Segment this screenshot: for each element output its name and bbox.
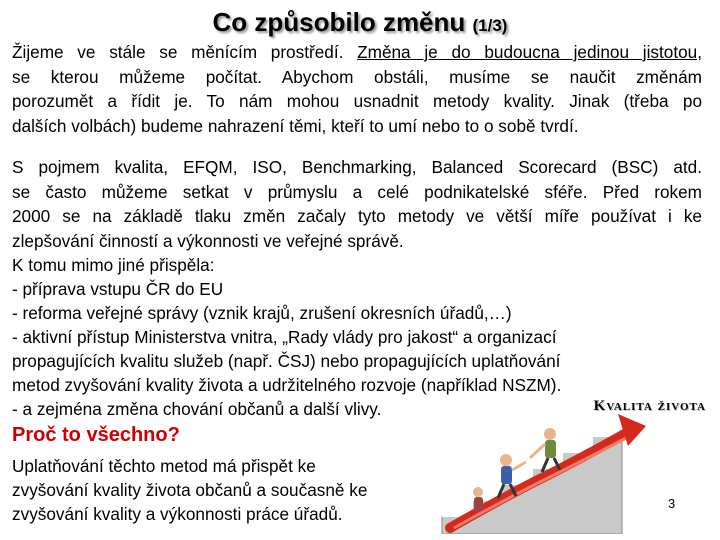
methods-line: zlepšování činností a výkonnosti ve veřejné správě. bbox=[12, 230, 404, 251]
intro-line-start: Žijeme ve stále se měnícím prostředí. bbox=[12, 42, 358, 62]
slide-title-text: Co způsobilo změnu bbox=[212, 7, 466, 37]
list-item: - aktivní přístup Ministerstva vnitra, „Rady vlády pro jakost“ a organizací bbox=[12, 327, 557, 347]
methods-line: S pojmem kvalita, EFQM, ISO, Benchmarking, Balanced Scorecard (BSC) atd. bbox=[12, 157, 702, 177]
intro-line: dalších volbách) budeme nahrazení těmi, kteří to umí nebo to o sobě tvrdí. bbox=[12, 115, 579, 136]
intro-line bbox=[12, 40, 702, 65]
closing-paragraph bbox=[12, 454, 432, 526]
intro-paragraph bbox=[12, 40, 702, 138]
list-item: - reforma veřejné správy (vznik krajů, zrušení okresních úřadů,…) bbox=[12, 303, 512, 323]
intro-line: se kterou můžeme počítat. Abychom obstáli, musíme se naučit změnám bbox=[12, 66, 702, 87]
closing-line: zvyšování kvality a výkonnosti práce úřadů. bbox=[12, 504, 343, 524]
list-item-continuation: propagujících kvalitu služeb (např. ČSJ) nebo propagujících uplatňování bbox=[12, 351, 561, 371]
slide-title-part: (1/3) bbox=[472, 16, 508, 35]
quality-of-life-title: Kvalita života bbox=[593, 398, 706, 414]
underlined-statement: Změna je do budoucna jedinou jistotou, bbox=[357, 42, 702, 62]
list-item: - a zejména změna chování občanů a další vlivy. bbox=[12, 399, 382, 419]
closing-line: zvyšování kvality života občanů a současně ke bbox=[12, 480, 368, 500]
page-number: 3 bbox=[668, 496, 676, 511]
methods-line: se často můžeme setkat v průmyslu a celé podnikatelské sféře. Před rokem bbox=[12, 181, 702, 202]
methods-paragraph bbox=[12, 155, 702, 253]
list-intro: K tomu mimo jiné přispěla: bbox=[12, 255, 215, 275]
list-item-continuation: metod zvyšování kvality života a udržitelného rozvoje (například NSZM). bbox=[12, 375, 562, 395]
intro-line: porozumět a řídit je. To nám mohou usnadnit metody kvality. Jinak (třeba po bbox=[12, 91, 702, 111]
section-heading: Proč to všechno? bbox=[12, 424, 180, 446]
closing-line: Uplatňování těchto metod má přispět ke bbox=[12, 456, 316, 476]
methods-line: 2000 se na základě tlaku změn začaly tyto metody ve větší míře používat i ke bbox=[12, 206, 702, 226]
slide-title bbox=[0, 6, 720, 42]
list-item: - příprava vstupu ČR do EU bbox=[12, 279, 224, 299]
quality-of-life-illustration bbox=[432, 388, 714, 534]
